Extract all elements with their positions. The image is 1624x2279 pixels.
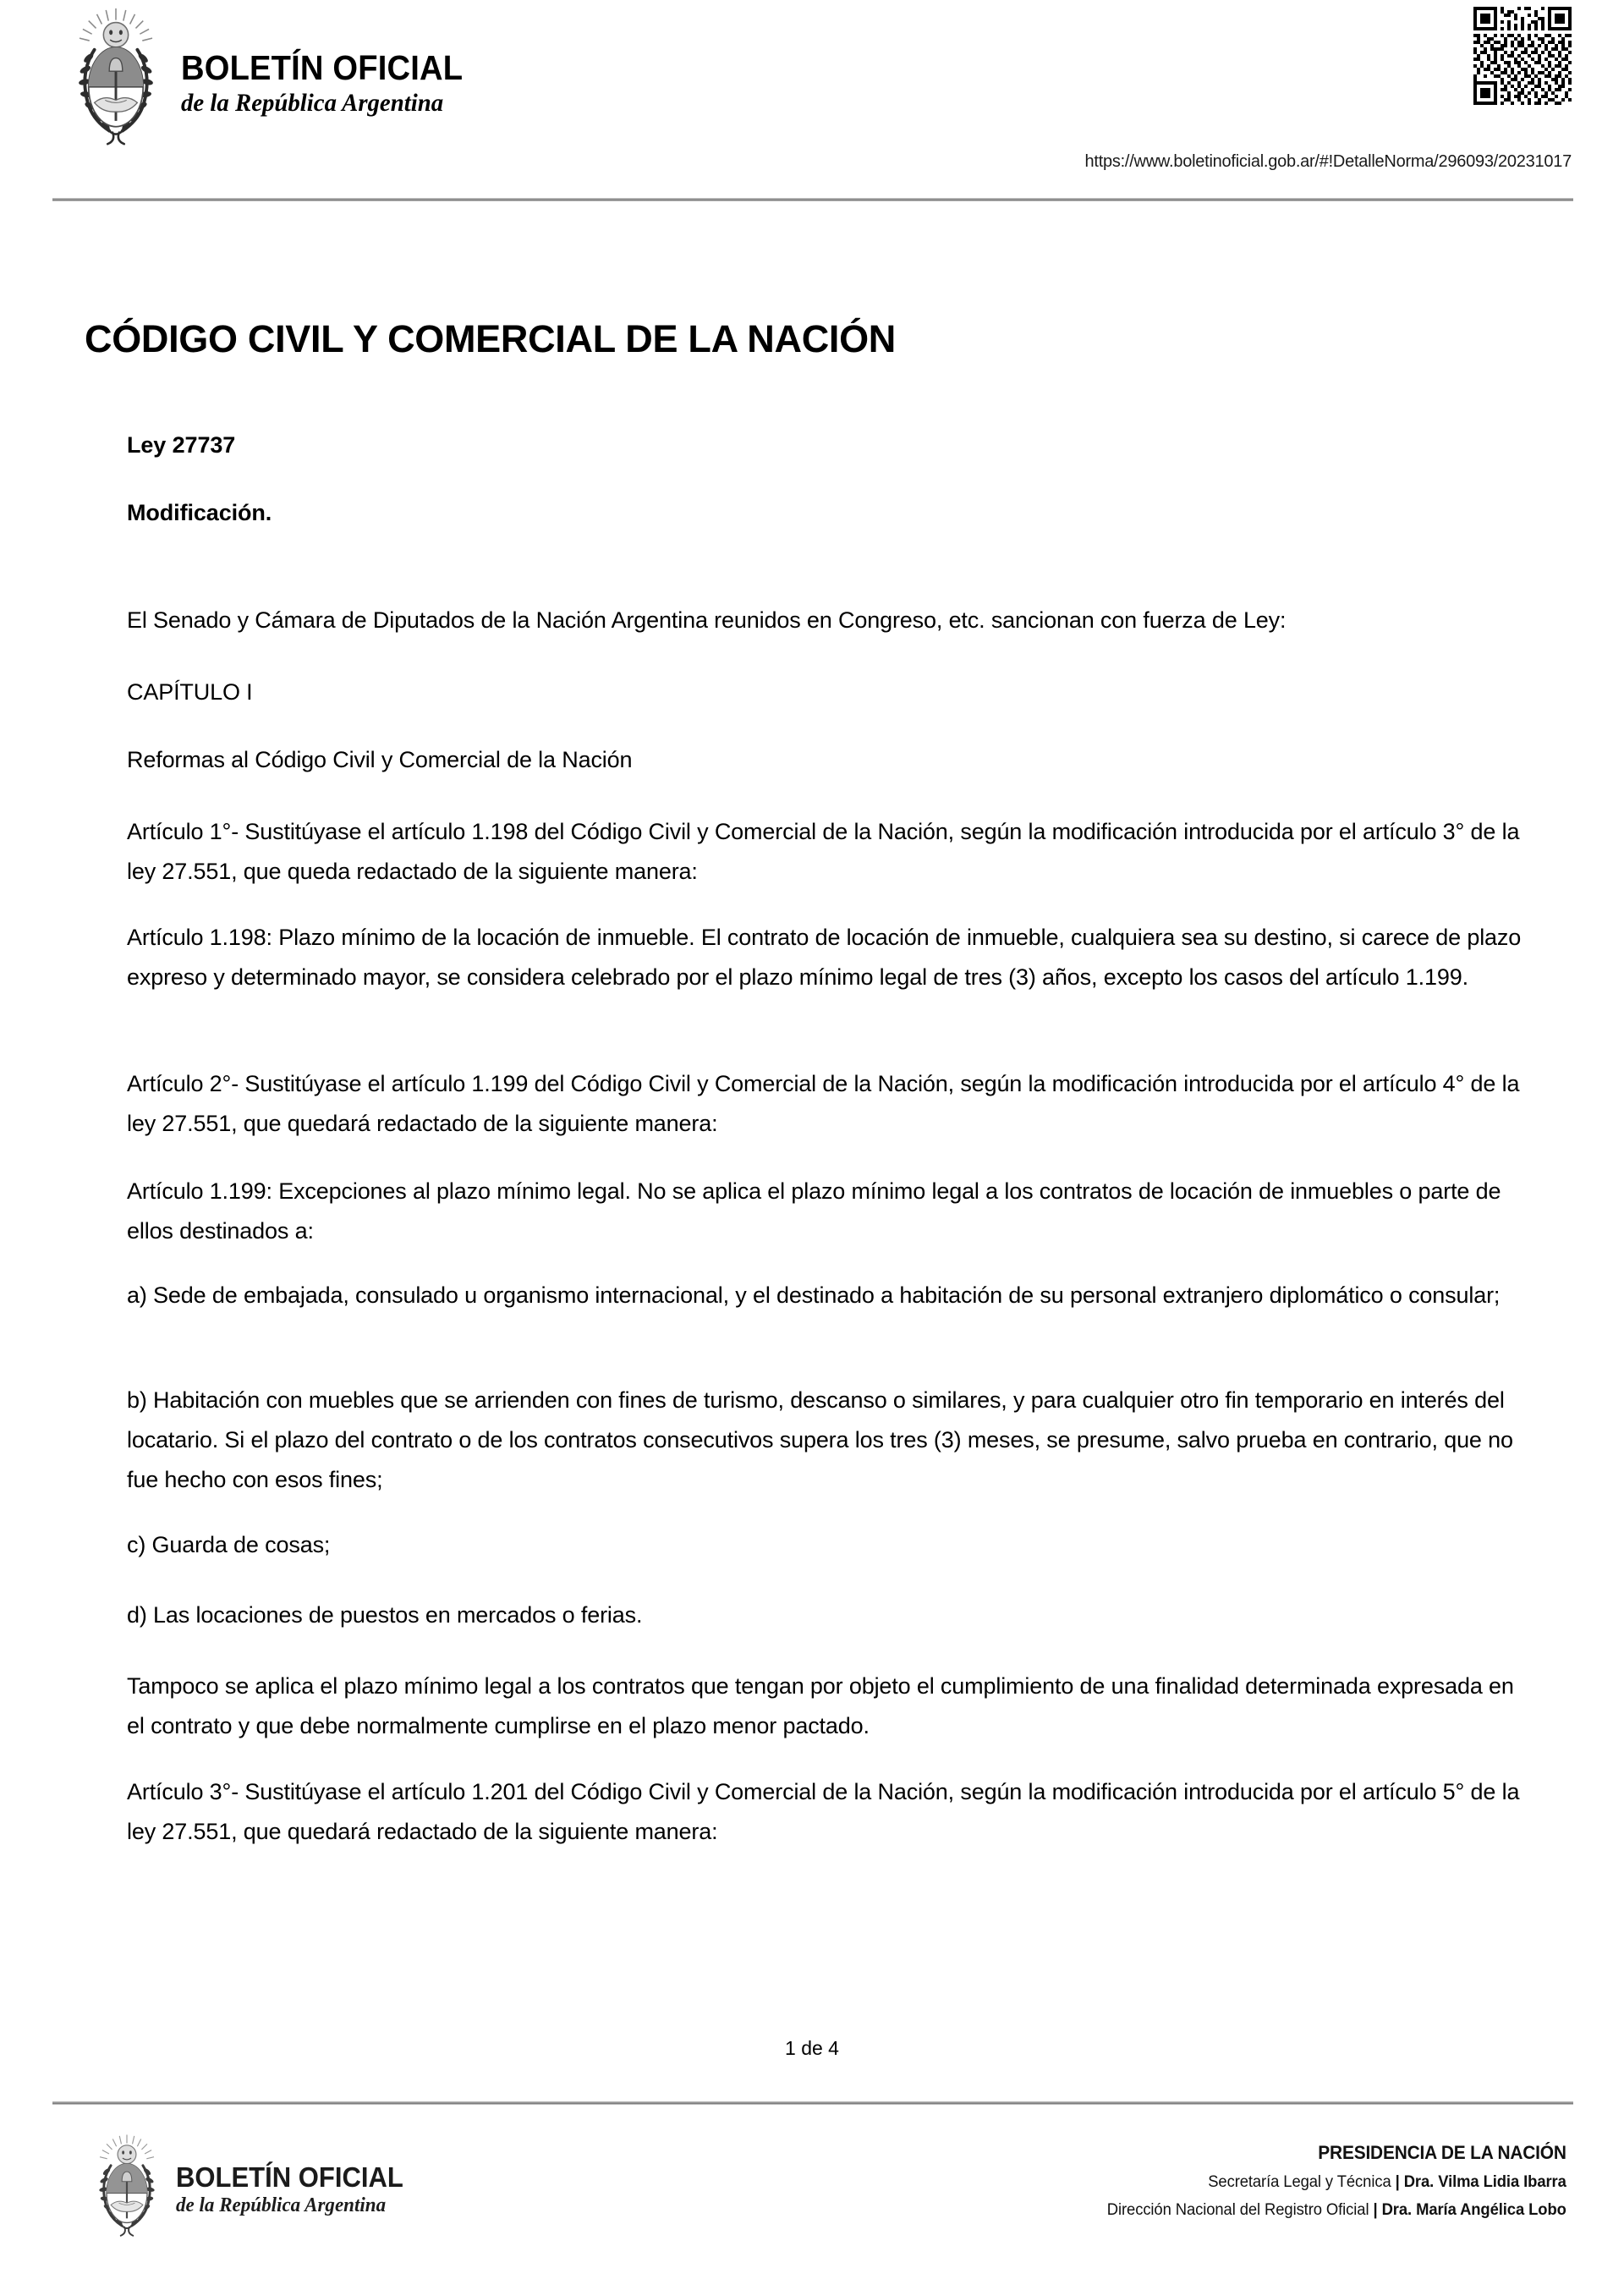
signature-office: Dirección Nacional del Registro Oficial	[1107, 2201, 1369, 2219]
signature-office: Secretaría Legal y Técnica	[1208, 2173, 1391, 2191]
page-title: CÓDIGO CIVIL Y COMERCIAL DE LA NACIÓN	[85, 317, 896, 360]
chapter-heading: CAPÍTULO I	[127, 679, 253, 705]
signature-person: Dra. Vilma Lidia Ibarra	[1403, 2173, 1566, 2191]
document-subtitle: Modificación.	[127, 500, 272, 525]
boletin-oficial-brand-footer	[90, 2133, 418, 2242]
brand-wordmark-footer	[176, 2158, 418, 2217]
paragraph-enacting-clause: El Senado y Cámara de Diputados de la Nación Argentina reunidos en Congreso, etc. sancionan con fuerza de Ley:	[127, 607, 1287, 633]
qr-code-container	[1473, 7, 1572, 105]
footer-brand-primary: BOLETÍN OFICIAL	[176, 2161, 403, 2193]
brand-name-secondary: de la República Argentina	[181, 88, 444, 117]
qr-code-icon	[1473, 7, 1572, 105]
paragraph-articulo-1: Artículo 1°- Sustitúyase el artículo 1.198 del Código Civil y Comercial de la Nación, según la modificación introducida por el artículo 3° de la ley 27.551, que queda redactado de la siguiente manera:	[127, 819, 1520, 884]
paragraph-articulo-2: Artículo 2°- Sustitúyase el artículo 1.199 del Código Civil y Comercial de la Nación, según la modificación introducida por el artículo 4° de la ley 27.551, que quedará redactado de la siguiente manera:	[127, 1071, 1520, 1136]
signature-block	[1093, 2142, 1566, 2220]
brand-wordmark-header	[181, 42, 484, 117]
paragraph-clause-d: d) Las locaciones de puestos en mercados o ferias.	[127, 1602, 643, 1628]
boletin-oficial-brand-header	[66, 7, 484, 152]
presidency-title: PRESIDENCIA DE LA NACIÓN	[1318, 2142, 1566, 2163]
footer-divider	[52, 2101, 1573, 2105]
paragraph-clause-b: b) Habitación con muebles que se arrienden con fines de turismo, descanso o similares, y para cualquier otro fin temporario en interés del locatario. Si el plazo del contrato o de los contratos consecutivos supera los tres (3) meses, se presume, salvo prueba en contrario, que no fue hecho con esos fines;	[127, 1387, 1513, 1492]
paragraph-clause-a: a) Sede de embajada, consulado u organismo internacional, y el destinado a habitación de su personal extranjero diplomático o consular;	[127, 1282, 1501, 1308]
chapter-subheading: Reformas al Código Civil y Comercial de la Nación	[127, 747, 633, 772]
document-url: https://www.boletinoficial.gob.ar/#!DetalleNorma/296093/20231017	[1084, 152, 1572, 171]
page-footer	[0, 2115, 1624, 2279]
brand-name-primary: BOLETÍN OFICIAL	[181, 47, 464, 87]
signature-person: Dra. María Angélica Lobo	[1381, 2201, 1566, 2219]
header-divider	[52, 198, 1573, 201]
signature-row	[1107, 2173, 1566, 2192]
page-number: 1 de 4	[785, 2037, 839, 2059]
signature-separator: |	[1373, 2201, 1378, 2219]
signature-separator: |	[1395, 2173, 1400, 2191]
paragraph-tampoco: Tampoco se aplica el plazo mínimo legal a los contratos que tengan por objeto el cumplimiento de una finalidad determinada expresada en el contrato y que debe normalmente cumplirse en el plazo menor pactado.	[127, 1673, 1514, 1738]
footer-brand-secondary: de la República Argentina	[176, 2194, 387, 2216]
paragraph-articulo-3: Artículo 3°- Sustitúyase el artículo 1.201 del Código Civil y Comercial de la Nación, según la modificación introducida por el artículo 5° de la ley 27.551, que quedará redactado de la siguiente manera:	[127, 1779, 1520, 1844]
argentina-coat-of-arms-icon	[66, 7, 166, 152]
page-header	[0, 0, 1624, 203]
law-number: Ley 27737	[127, 432, 236, 458]
argentina-coat-of-arms-icon	[90, 2133, 164, 2242]
paragraph-clause-c: c) Guarda de cosas;	[127, 1532, 331, 1557]
paragraph-articulo-1199: Artículo 1.199: Excepciones al plazo mínimo legal. No se aplica el plazo mínimo legal a los contratos de locación de inmuebles o parte de ellos destinados a:	[127, 1178, 1501, 1244]
signature-row	[1107, 2201, 1566, 2220]
paragraph-articulo-1198: Artículo 1.198: Plazo mínimo de la locación de inmueble. El contrato de locación de inmueble, cualquiera sea su destino, si carece de plazo expreso y determinado mayor, se considera celebrado por el plazo mínimo legal de tres (3) años, excepto los casos del artículo 1.199.	[127, 925, 1522, 990]
